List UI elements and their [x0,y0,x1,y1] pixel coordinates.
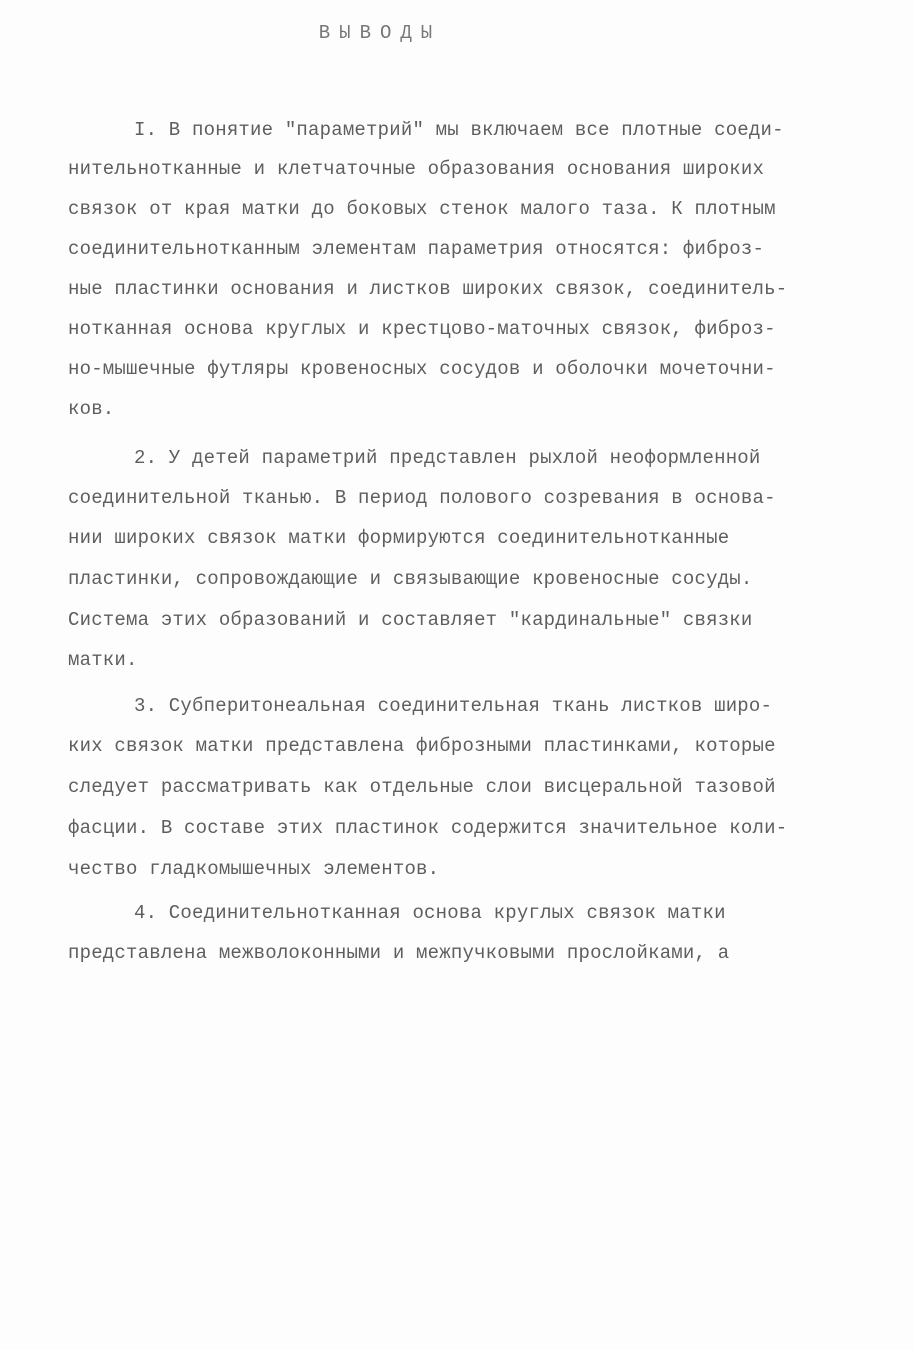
paragraph-4-line-1: 4. Соединительнотканная основа круглых связок матки [134,902,726,924]
paragraph-1-line-7: но-мышечные футляры кровеносных сосудов и оболочки мочеточни- [68,358,776,380]
paragraph-4-line-2: представлена межволоконными и межпучковыми прослойками, а [68,942,730,964]
paragraph-1-line-3: связок от края матки до боковых стенок малого таза. К плотным [68,198,776,220]
paragraph-2-line-2: соединительной тканью. В период полового созревания в основа- [68,487,776,509]
paragraph-2-line-6: матки. [68,649,138,671]
page-heading: ВЫВОДЫ [318,22,442,44]
paragraph-1-line-1: I. В понятие "параметрий" мы включаем все плотные соеди- [134,119,784,141]
paragraph-3-line-2: ких связок матки представлена фиброзными пластинками, которые [68,735,776,757]
paragraph-3-line-5: чество гладкомышечных элементов. [68,858,440,880]
paragraph-1-line-4: соединительнотканным элементам параметрия относятся: фиброз- [68,238,765,260]
paragraph-2-line-1: 2. У детей параметрий представлен рыхлой неоформленной [134,447,761,469]
paragraph-2-line-5: Система этих образований и составляет "кардинальные" связки [68,609,753,631]
paragraph-1-line-5: ные пластинки основания и листков широких связок, соединитель- [68,278,788,300]
paragraph-3-line-3: следует рассматривать как отдельные слои висцеральной тазовой [68,776,776,798]
paragraph-3-line-4: фасции. В составе этих пластинок содержится значительное коли- [68,817,788,839]
paragraph-3-line-1: 3. Субперитонеальная соединительная ткань листков широ- [134,695,773,717]
paragraph-1-line-8: ков. [68,398,115,420]
paragraph-2-line-3: нии широких связок матки формируются соединительнотканные [68,527,730,549]
paragraph-1-line-2: нительнотканные и клетчаточные образования основания широких [68,158,765,180]
paragraph-1-line-6: нотканная основа круглых и крестцово-маточных связок, фиброз- [68,318,776,340]
paragraph-2-line-4: пластинки, сопровождающие и связывающие кровеносные сосуды. [68,568,753,590]
